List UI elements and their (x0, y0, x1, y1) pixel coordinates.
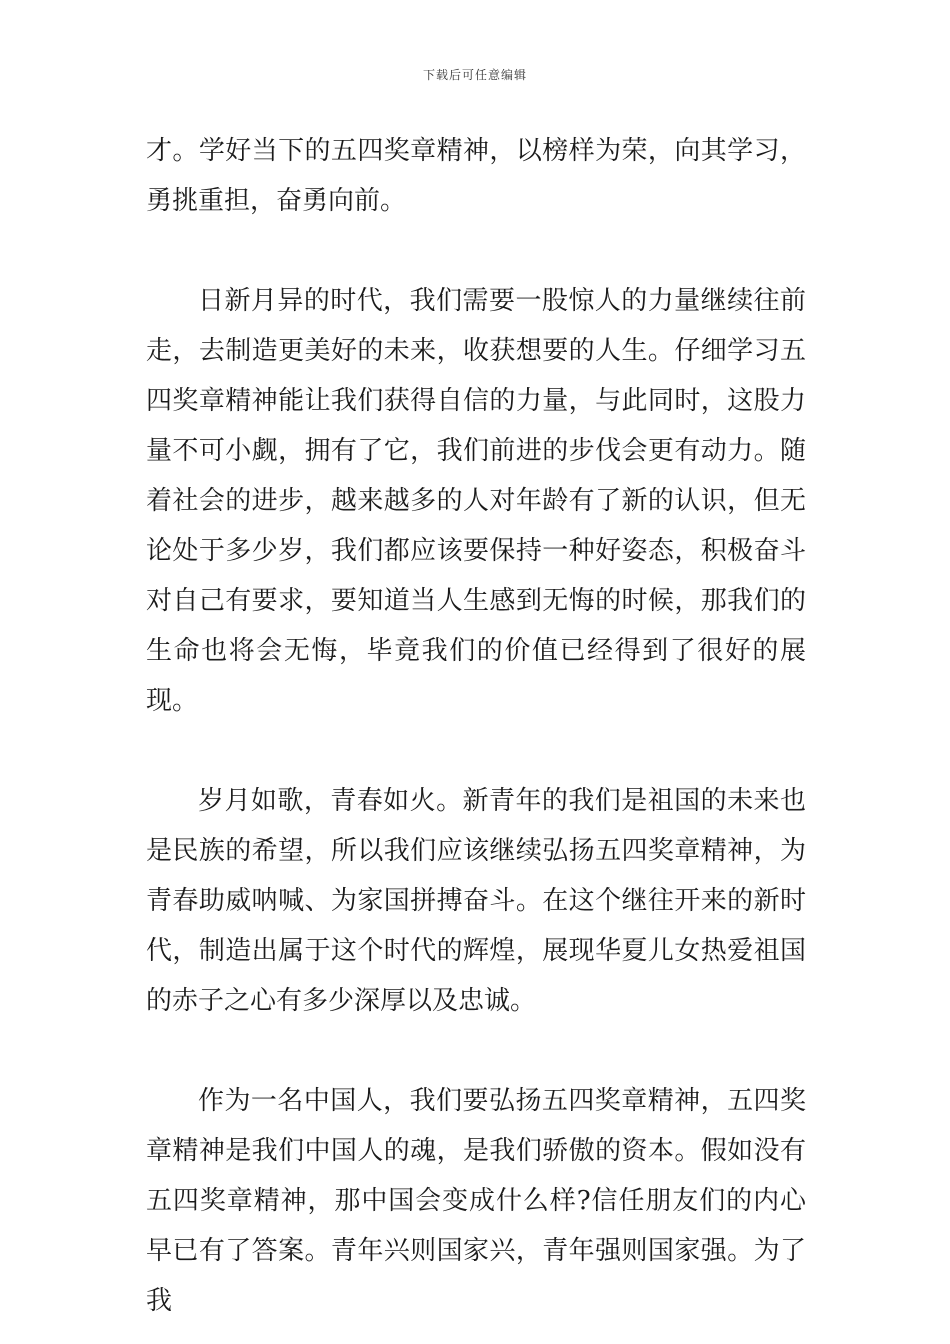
paragraph: 作为一名中国人，我们要弘扬五四奖章精神，五四奖章精神是我们中国人的魂，是我们骄傲的资本。假如没有五四奖章精神，那中国会变成什么样?信任朋友们的内心早已有了答案。青年兴则国家兴，青年强则国家强。为了我 (146, 1086, 806, 1316)
paragraph: 日新月异的时代，我们需要一股惊人的力量继续往前走，去制造更美好的未来，收获想要的人生。仔细学习五四奖章精神能让我们获得自信的力量，与此同时，这股力量不可小觑，拥有了它，我们前进的步伐会更有动力。随着社会的进步，越来越多的人对年龄有了新的认识，但无论处于多少岁，我们都应该要保持一种好姿态，积极奋斗对自己有要求，要知道当人生感到无悔的时候，那我们的生命也将会无悔，毕竟我们的价值已经得到了很好的展现。 (146, 286, 806, 716)
paragraph-gap (146, 726, 806, 776)
paragraph: 岁月如歌，青春如火。新青年的我们是祖国的未来也是民族的希望，所以我们应该继续弘扬五四奖章精神，为青春助威呐喊、为家国拼搏奋斗。在这个继往开来的新时代，制造出属于这个时代的辉煌，展现华夏儿女热爱祖国的赤子之心有多少深厚以及忠诚。 (146, 786, 806, 1016)
document-body (146, 126, 806, 1326)
paragraph-gap (146, 1026, 806, 1076)
paragraph-gap (146, 226, 806, 276)
header-note: 下载后可任意编辑 (422, 68, 527, 82)
paragraph-continuation: 才。学好当下的五四奖章精神，以榜样为荣，向其学习，勇挑重担，奋勇向前。 (146, 136, 806, 216)
